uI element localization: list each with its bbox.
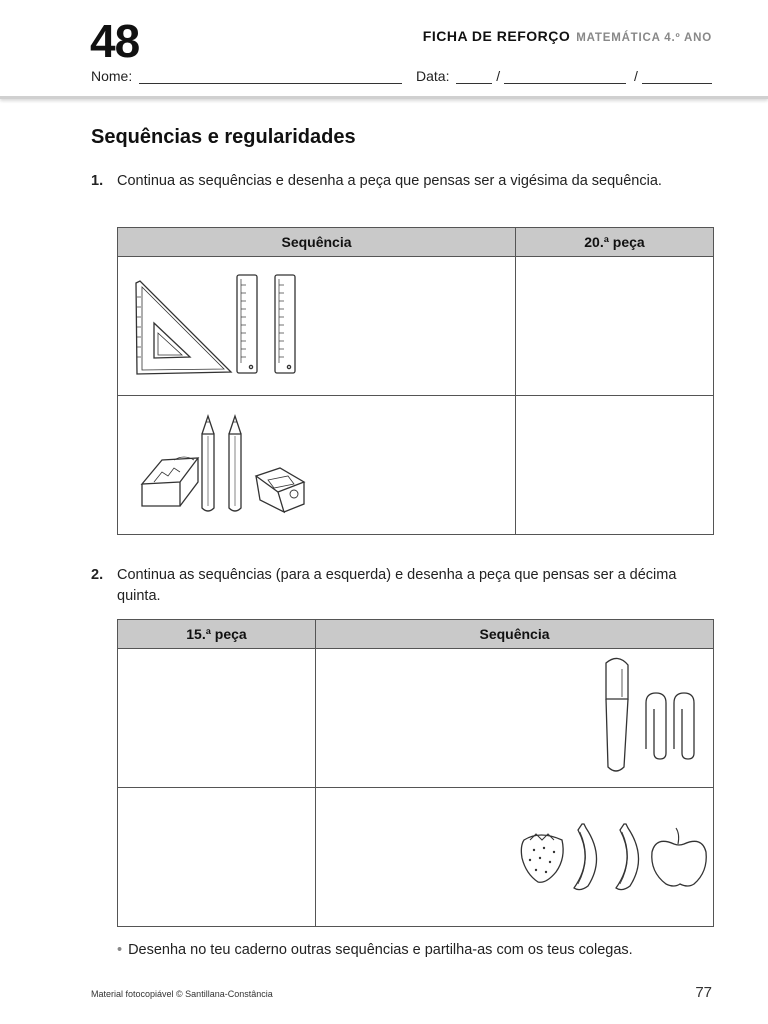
sheet-subtitle: MATEMÁTICA 4.º ANO: [576, 32, 712, 44]
name-field[interactable]: [139, 69, 402, 84]
answer-cell[interactable]: [118, 649, 316, 788]
bullet-text: Desenha no teu caderno outras sequências e partilha-as com os teus colegas.: [128, 942, 633, 958]
footer-copyright: Material fotocopiável © Santillana-Constância: [91, 989, 273, 999]
eraser-icon: [142, 457, 198, 506]
table-row: [118, 396, 714, 535]
question-number: 1.: [91, 173, 104, 189]
bullet-instruction: [117, 942, 633, 958]
date-year-field[interactable]: [642, 69, 712, 84]
sequence-table-1: [117, 227, 714, 535]
apple-icon: [652, 828, 706, 886]
set-square-icon: [136, 281, 231, 374]
marker-icon: [606, 658, 628, 771]
table-row: [118, 788, 714, 927]
date-month-field[interactable]: [504, 69, 626, 84]
question-1: [91, 171, 687, 192]
ruler-icon: [275, 275, 295, 373]
bullet-icon: •: [117, 942, 123, 958]
page-number: 77: [695, 984, 712, 1001]
sequence-cell: [118, 257, 516, 396]
date-label: Data:: [416, 68, 450, 84]
sequence-cell: [316, 788, 714, 927]
banana-icon: [616, 824, 639, 890]
paperclip-icon: [646, 693, 666, 759]
paperclip-icon: [674, 693, 694, 759]
answer-cell[interactable]: [516, 396, 714, 535]
banana-icon: [574, 824, 597, 890]
question-text: Continua as sequências (para a esquerda) e desenha a peça que pensas ser a décima quinta.: [117, 567, 677, 604]
table-row: [118, 649, 714, 788]
pencil-icon: [202, 416, 214, 511]
sheet-title: [423, 28, 712, 44]
date-separator: /: [496, 68, 501, 84]
name-date-row: [91, 68, 712, 84]
answer-cell[interactable]: [516, 257, 714, 396]
answer-cell[interactable]: [118, 788, 316, 927]
section-title: Sequências e regularidades: [91, 126, 356, 148]
question-2: [91, 565, 687, 607]
sharpener-icon: [256, 468, 304, 512]
strawberry-icon: [521, 834, 563, 882]
table-row: [118, 257, 714, 396]
question-text: Continua as sequências e desenha a peça que pensas ser a vigésima da sequência.: [117, 173, 662, 189]
column-header-piece: 15.ª peça: [118, 620, 316, 649]
sequence-cell: [316, 649, 714, 788]
pencil-icon: [229, 416, 241, 511]
question-number: 2.: [91, 567, 104, 583]
worksheet-header: [0, 0, 768, 99]
date-separator: /: [633, 68, 638, 84]
ruler-icon: [237, 275, 257, 373]
date-day-field[interactable]: [456, 69, 492, 84]
sequence-table-2: [117, 619, 714, 927]
column-header-sequence: Sequência: [316, 620, 714, 649]
name-label: Nome:: [91, 68, 133, 84]
sheet-number: 48: [90, 15, 140, 67]
sheet-title-main: FICHA DE REFORÇO: [422, 28, 571, 44]
column-header-sequence: Sequência: [118, 228, 516, 257]
sequence-cell: [118, 396, 516, 535]
column-header-piece: 20.ª peça: [516, 228, 714, 257]
